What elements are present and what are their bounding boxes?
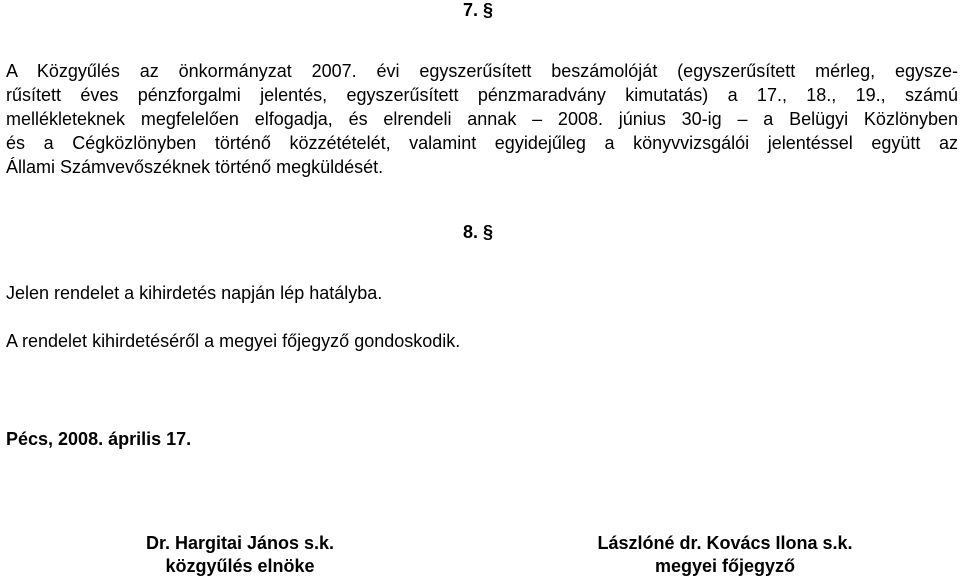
place-and-date: Pécs, 2008. április 17.: [6, 429, 192, 449]
paragraph-approval: [6, 59, 958, 179]
signatory-role: megyei főjegyző: [654, 556, 796, 576]
paragraph-line: mellékleteknek megfelelően elfogadja, és elrendeli annak – 2008. június 30-ig – a Belügyi Közlönyben: [6, 109, 958, 129]
signatory-name: Dr. Hargitai János s.k.: [145, 533, 335, 553]
promulgation-statement: A rendelet kihirdetéséről a megyei főjegyző gondoskodik.: [6, 331, 461, 351]
signatory-role: közgyűlés elnöke: [165, 556, 315, 576]
paragraph-line: Állami Számvevőszéknek történő megküldését.: [6, 157, 384, 177]
section-number-8: 8. §: [463, 222, 494, 242]
paragraph-line: és a Cégközlönyben történő közzétételét, valamint egyidejűleg a könyvvizsgálói jelentéssel együtt az: [6, 133, 958, 153]
section-number-7: 7. §: [463, 0, 494, 20]
signatory-name: Lászlóné dr. Kovács Ilona s.k.: [597, 533, 853, 553]
paragraph-line: rűsített éves pénzforgalmi jelentés, egyszerűsített pénzmaradvány kimutatás) a 17., 18., 19., számú: [6, 85, 958, 105]
signature-block-notary: [560, 532, 890, 578]
effective-date-statement: Jelen rendelet a kihirdetés napján lép hatályba.: [6, 283, 383, 303]
paragraph-line: A Közgyűlés az önkormányzat 2007. évi egyszerűsített beszámolóját (egyszerűsített mérleg, egysze-: [6, 61, 958, 81]
signature-block-chairman: [110, 532, 370, 578]
